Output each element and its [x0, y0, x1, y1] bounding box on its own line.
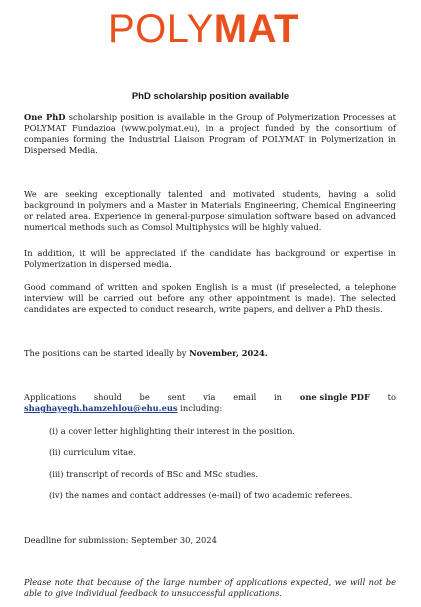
- applications-word: Applications: [24, 392, 77, 402]
- applications-word: via: [203, 392, 216, 402]
- applications-including: including:: [177, 403, 223, 413]
- intro-paragraph: [24, 112, 396, 156]
- deadline-paragraph: Deadline for submission: September 30, 2024: [24, 535, 217, 545]
- logo-part-poly: POLY: [108, 7, 214, 51]
- applications-format: one single PDF: [299, 392, 370, 402]
- addition-paragraph: In addition, it will be appreciated if the candidate has background or expertise in Polymerization in dispersed media.: [24, 248, 396, 269]
- applications-paragraph: [24, 392, 396, 414]
- page-title: PhD scholarship position available: [131, 91, 290, 102]
- email-link[interactable]: shaghayegh.hamzehlou@ehu.eus: [24, 403, 178, 413]
- applications-word: in: [274, 392, 283, 402]
- requirement-item: (iii) transcript of records of BSc and MSc studies.: [49, 469, 259, 479]
- applications-line-2: [24, 403, 396, 414]
- logo-part-mat: MAT: [213, 7, 299, 51]
- intro-bold: One PhD: [24, 112, 66, 122]
- english-paragraph: Good command of written and spoken English is a must (if preselected, a telephone interview will be carried out before any other appointment is made). The selected candidates are expected to conduct research, write papers, and deliver a PhD thesis.: [24, 282, 396, 314]
- applications-word: email: [233, 392, 257, 402]
- intro-text: scholarship position is available in the Group of Polymerization Processes at POLYMAT Fundazioa (www.polymat.eu), in a project funded by the consortium of companies forming the Industrial Liaison Program of POLYMAT in Polymerization in Dispersed Media.: [24, 112, 396, 155]
- applications-line: [24, 392, 396, 403]
- start-paragraph: [24, 348, 396, 359]
- start-text: The positions can be started ideally by: [24, 348, 190, 358]
- applications-word: sent: [167, 392, 186, 402]
- requirement-item: (i) a cover letter highlighting their interest in the position.: [49, 426, 296, 436]
- applications-word: be: [139, 392, 150, 402]
- note-paragraph: Please note that because of the large number of applications expected, we will not be able to give individual feedback to unsuccessful applications.: [24, 577, 396, 598]
- requirement-item: (ii) curriculum vitae.: [49, 447, 136, 457]
- seeking-paragraph: We are seeking exceptionally talented and motivated students, having a solid background in polymers and a Master in Materials Engineering, Chemical Engineering or related area. Experience in general-purpose simulation software based on advanced numerical methods such as Comsol Multiphysics will be highly valued.: [24, 189, 396, 232]
- applications-word: should: [93, 392, 122, 402]
- applications-word: to: [387, 392, 396, 402]
- requirement-item: (iv) the names and contact addresses (e-mail) of two academic referees.: [49, 490, 353, 500]
- polymat-logo: [108, 9, 299, 49]
- start-date: November, 2024.: [189, 348, 268, 358]
